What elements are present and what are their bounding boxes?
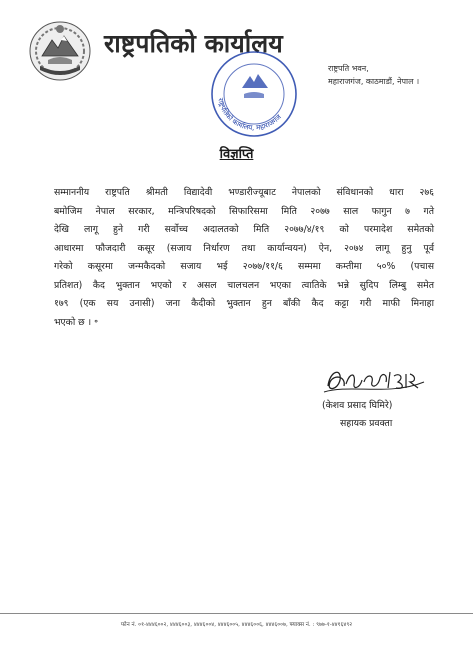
notice-line: १७९ (एक सय उनासी) जना कैदीको भुक्तान हुन बाँकी कैद कट्टा गरी माफी मिनाहा [54, 298, 434, 309]
notice-line: भएको छ । ॰ [54, 316, 99, 328]
notice-line: सम्माननीय राष्ट्रपति श्रीमती विद्यादेवी भण्डारीज्यूबाट नेपालको संविधानको धारा २७६ [54, 187, 434, 198]
footer-contact: फोन नं. ०१-४४४६००२, ४४४६००३, ४४४६००४, ४४४६००५, ४४४६००६, ४४४६००७, फ्याक्स नं. : ९७७-१-४४१६४९२ [120, 622, 353, 628]
nepal-emblem-icon [28, 20, 92, 82]
notice-line: प्रतिशत) कैद भुक्तान भएको र असल चालचलन भएका त्वातिके भन्ने सुदिप लिम्बु समेत [54, 279, 434, 291]
notice-body [54, 184, 434, 332]
signer-name: (केशव प्रसाद घिमिरे) [322, 400, 393, 411]
notice-line: देखि लागू हुने गरी सर्वोच्च अदालतको मिति २०७७/४/१९ को परमादेश समेतको [54, 224, 434, 235]
address-line: महाराजगंज, काठमाडौं, नेपाल । [328, 77, 420, 86]
signer-title: सहायक प्रवक्ता [340, 418, 393, 429]
notice-heading: विज्ञप्ति [219, 147, 254, 162]
office-title: राष्ट्रपतिको कार्यालय [104, 29, 283, 58]
signature-icon [320, 362, 430, 398]
office-stamp-icon [208, 48, 300, 140]
notice-line: आधारमा फौजदारी कसूर (सजाय निर्धारण तथा कार्यान्वयन) ऐन, २०७४ लागू हुनु पूर्व [54, 242, 434, 254]
address-line: राष्ट्रपति भवन, [328, 64, 369, 73]
notice-line: बमोजिम नेपाल सरकार, मन्त्रिपरिषदको सिफारिसमा मिति २०७७ साल फागुन ७ गते [54, 205, 434, 217]
office-address [328, 62, 419, 88]
footer-divider [0, 613, 473, 614]
notice-line: गरेको कसूरमा जन्मकैदको सजाय भई २०७७/११/६ सम्ममा कम्तीमा ५०% (पचास [54, 261, 434, 272]
svg-text:राष्ट्रपतिको कार्यालय, महाराजग: राष्ट्रपतिको कार्यालय, महाराजगंज [216, 97, 283, 133]
